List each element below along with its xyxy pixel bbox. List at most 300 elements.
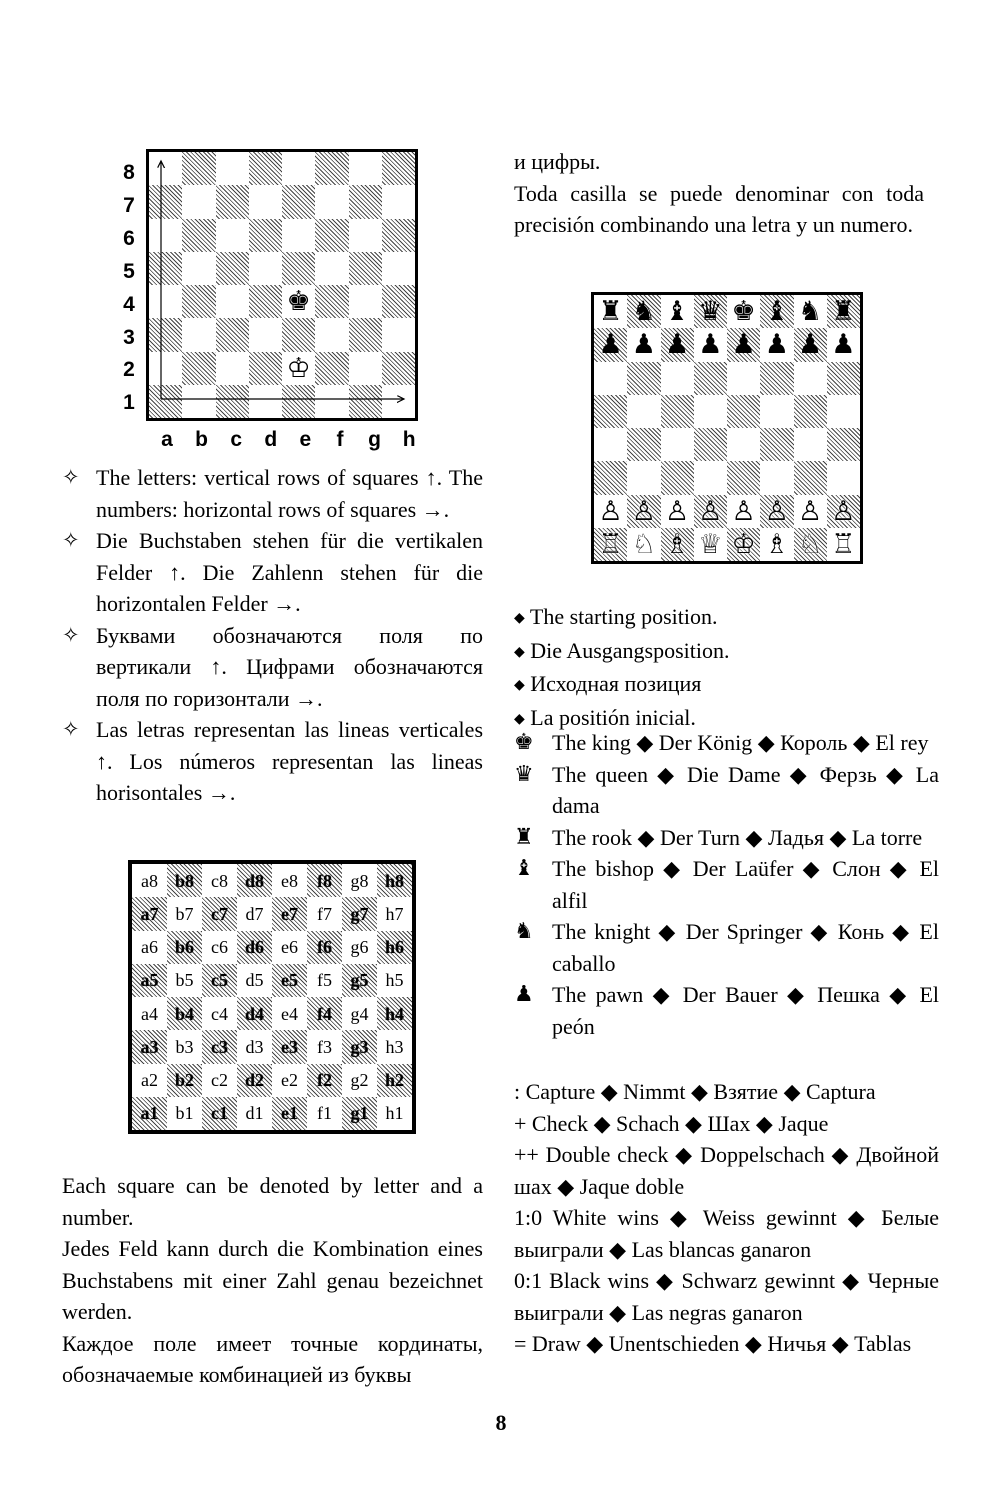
- square: [661, 495, 694, 528]
- black-piece: ♜: [831, 296, 856, 328]
- square: [827, 328, 860, 361]
- square-name: f6: [317, 937, 332, 958]
- square: [315, 385, 348, 418]
- white-piece: ♙: [598, 495, 623, 527]
- square: [282, 285, 315, 318]
- square: [694, 461, 727, 494]
- square-name: a4: [141, 1003, 158, 1024]
- piece-glossary: [514, 727, 939, 1042]
- white-piece: ♖: [598, 528, 623, 560]
- square: [202, 997, 237, 1030]
- square-name: c8: [211, 870, 228, 891]
- paragraph: Each square can be denoted by letter and a number.: [62, 1173, 483, 1230]
- square-name: a3: [140, 1036, 159, 1057]
- square: [315, 352, 348, 385]
- square: [794, 328, 827, 361]
- rank-label: 5: [123, 259, 135, 283]
- square: [377, 1030, 412, 1063]
- square: [307, 1097, 342, 1130]
- square: [182, 152, 215, 185]
- square: [307, 964, 342, 997]
- square: [216, 152, 249, 185]
- square-name: d6: [244, 937, 264, 958]
- square-name: e8: [281, 870, 298, 891]
- rook-icon: ♜: [514, 824, 534, 850]
- square: [794, 528, 827, 561]
- square: [272, 1097, 307, 1130]
- symbol-line: 1:0 White wins ◆ Weiss gewinnt ◆ Белые выиграли ◆ Las blancas ganaron: [514, 1205, 939, 1262]
- square: [377, 1097, 412, 1130]
- square: [167, 864, 202, 897]
- white-piece: ♘: [798, 528, 823, 560]
- star-marker-icon: ✧: [62, 622, 80, 647]
- square: [272, 964, 307, 997]
- coordinate-explanations: [62, 462, 483, 809]
- square: [827, 428, 860, 461]
- caption-line: [514, 668, 939, 702]
- square: [182, 385, 215, 418]
- square: [237, 931, 272, 964]
- black-piece: ♟: [598, 329, 623, 361]
- square-name: g8: [350, 870, 369, 891]
- square: [760, 461, 793, 494]
- square: [594, 461, 627, 494]
- square: [315, 219, 348, 252]
- square: [661, 395, 694, 428]
- square: [594, 295, 627, 328]
- square-name: e3: [281, 1036, 298, 1057]
- square: [149, 185, 182, 218]
- square-name: e5: [281, 970, 298, 991]
- caption-text: Исходная позиция: [530, 671, 702, 696]
- paragraph: Jedes Feld kann durch die Kombination eines Buchstabens mit einer Zahl genau bezeichnet werden.: [62, 1236, 483, 1324]
- square: [661, 528, 694, 561]
- black-piece: ♟: [831, 329, 856, 361]
- square: [594, 495, 627, 528]
- square: [182, 185, 215, 218]
- square: [760, 328, 793, 361]
- file-label: g: [368, 428, 381, 451]
- rank-label: 2: [123, 358, 135, 382]
- square: [182, 219, 215, 252]
- square: [282, 352, 315, 385]
- square: [594, 362, 627, 395]
- square: [307, 897, 342, 930]
- queen-icon: ♛: [514, 761, 534, 787]
- square: [237, 864, 272, 897]
- square: [661, 295, 694, 328]
- page-number: 8: [495, 1410, 507, 1435]
- square: [342, 1030, 377, 1063]
- square: [382, 152, 415, 185]
- square: [760, 362, 793, 395]
- black-king: ♚: [286, 286, 311, 318]
- black-piece: ♝: [764, 296, 789, 328]
- square: [282, 318, 315, 351]
- square: [382, 385, 415, 418]
- square: [249, 152, 282, 185]
- square: [249, 318, 282, 351]
- knight-icon: ♞: [514, 919, 534, 944]
- rank-label: 6: [123, 226, 135, 250]
- square-name: g2: [350, 1070, 369, 1091]
- square: [349, 185, 382, 218]
- square: [249, 219, 282, 252]
- square: [342, 931, 377, 964]
- black-piece: ♜: [598, 296, 623, 328]
- square-name: c5: [211, 970, 228, 991]
- glossary-item: [514, 822, 939, 854]
- explanation-item: [62, 620, 483, 715]
- rank-label: 7: [123, 193, 135, 217]
- square-name: a6: [141, 937, 158, 958]
- symbol-line: 0:1 Black wins ◆ Schwarz gewinnt ◆ Черные выиграли ◆ Las negras ganaron: [514, 1268, 939, 1325]
- square: [272, 897, 307, 930]
- starting-position-board: [591, 292, 863, 564]
- square: [827, 362, 860, 395]
- square-name: d2: [244, 1070, 264, 1091]
- square: [349, 252, 382, 285]
- square-name: a2: [141, 1070, 158, 1091]
- square-name: d1: [245, 1103, 264, 1124]
- square-name: h1: [385, 1103, 404, 1124]
- square-name: b3: [175, 1036, 194, 1057]
- glossary-item: [514, 979, 939, 1042]
- file-label: b: [195, 428, 208, 451]
- square: [149, 385, 182, 418]
- square: [627, 528, 660, 561]
- square: [661, 428, 694, 461]
- caption-line: [514, 635, 939, 669]
- square: [794, 461, 827, 494]
- white-king: ♔: [286, 352, 311, 384]
- square-name: c1: [211, 1103, 228, 1124]
- glossary-text: The bishop ◆ Der Laüfer ◆ Слон ◆ El alfil: [552, 856, 939, 913]
- file-label: c: [230, 428, 243, 451]
- square: [132, 1064, 167, 1097]
- explanation-text: Die Buchstaben stehen für die vertikalen Felder ↑. Die Zahlenn stehen für die horizontalen Felder →.: [96, 528, 483, 616]
- square-name: h2: [384, 1070, 404, 1091]
- white-piece: ♙: [665, 495, 690, 527]
- square-name: c7: [211, 903, 228, 924]
- square: [149, 285, 182, 318]
- square: [149, 318, 182, 351]
- white-piece: ♔: [731, 528, 756, 560]
- square: [760, 528, 793, 561]
- square: [727, 328, 760, 361]
- file-label: f: [336, 428, 344, 451]
- square: [661, 461, 694, 494]
- square: [349, 152, 382, 185]
- square: [627, 362, 660, 395]
- square: [377, 1064, 412, 1097]
- square: [132, 997, 167, 1030]
- square: [282, 152, 315, 185]
- coordinate-board: [146, 149, 418, 421]
- square: [594, 428, 627, 461]
- bullet-icon: ◆: [514, 643, 525, 660]
- square: [377, 931, 412, 964]
- square: [167, 1030, 202, 1063]
- glossary-item: [514, 727, 939, 759]
- explanation-text: The numbers: horizontal rows of squares →.: [96, 465, 483, 522]
- square: [727, 461, 760, 494]
- square: [307, 1064, 342, 1097]
- notation-text-continued: [514, 146, 924, 241]
- black-piece: ♟: [764, 329, 789, 361]
- square: [237, 1064, 272, 1097]
- square: [760, 395, 793, 428]
- square: [132, 864, 167, 897]
- square-name: c4: [211, 1003, 228, 1024]
- black-piece: ♟: [731, 329, 756, 361]
- square: [249, 352, 282, 385]
- square: [627, 461, 660, 494]
- square: [307, 931, 342, 964]
- square: [727, 428, 760, 461]
- square: [167, 964, 202, 997]
- symbol-line: : Capture ◆ Nimmt ◆ Взятие ◆ Captura: [514, 1079, 876, 1104]
- square-name: a8: [141, 870, 158, 891]
- square-name: f3: [317, 1036, 332, 1057]
- white-piece: ♙: [831, 495, 856, 527]
- rank-label: 1: [123, 391, 135, 415]
- square: [315, 318, 348, 351]
- square: [216, 185, 249, 218]
- white-piece: ♙: [764, 495, 789, 527]
- square: [167, 997, 202, 1030]
- symbol-line: + Check ◆ Schach ◆ Шах ◆ Jaque: [514, 1110, 829, 1136]
- square: [827, 495, 860, 528]
- square-name: e2: [281, 1070, 298, 1091]
- square: [627, 495, 660, 528]
- square: [661, 328, 694, 361]
- square-name: d5: [245, 970, 264, 991]
- square: [342, 864, 377, 897]
- square: [307, 864, 342, 897]
- square: [377, 864, 412, 897]
- square-name: c2: [211, 1070, 228, 1091]
- square-name: e6: [281, 937, 298, 958]
- square: [237, 964, 272, 997]
- square-name: f4: [317, 1003, 332, 1024]
- square: [377, 964, 412, 997]
- square-name: d8: [244, 870, 264, 891]
- square-name: a7: [140, 903, 159, 924]
- square: [827, 528, 860, 561]
- square: [202, 1030, 237, 1063]
- glossary-item: [514, 853, 939, 916]
- square: [315, 152, 348, 185]
- square: [202, 964, 237, 997]
- black-piece: ♛: [698, 296, 723, 328]
- square: [282, 385, 315, 418]
- square: [167, 1064, 202, 1097]
- square: [760, 428, 793, 461]
- square: [182, 318, 215, 351]
- square: [382, 252, 415, 285]
- square: [694, 428, 727, 461]
- bullet-icon: ◆: [514, 610, 525, 626]
- square: [132, 1097, 167, 1130]
- square-name: b6: [174, 937, 194, 958]
- black-piece: ♟: [698, 329, 723, 361]
- square: [315, 185, 348, 218]
- square-notation-text: [62, 1170, 483, 1391]
- explanation-item: [62, 525, 483, 620]
- square-name: g7: [350, 903, 369, 924]
- square: [594, 328, 627, 361]
- square: [627, 428, 660, 461]
- square: [760, 495, 793, 528]
- square: [694, 395, 727, 428]
- square-name: c3: [211, 1036, 228, 1057]
- white-piece: ♘: [631, 528, 656, 560]
- glossary-text: The king ◆ Der König ◆ Король ◆ El rey: [552, 730, 929, 755]
- square: [202, 1097, 237, 1130]
- square: [342, 997, 377, 1030]
- square: [382, 185, 415, 218]
- square: [594, 395, 627, 428]
- square: [249, 385, 282, 418]
- square-name: f8: [317, 870, 332, 891]
- square: [202, 1064, 237, 1097]
- square-name: b8: [174, 870, 194, 891]
- square: [272, 931, 307, 964]
- square: [216, 252, 249, 285]
- glossary-text: The pawn ◆ Der Bauer ◆ Пешка ◆ El peón: [552, 982, 939, 1039]
- caption-text: La positión inicial.: [530, 704, 696, 730]
- square-name: g5: [350, 970, 369, 991]
- rank-label: 4: [123, 292, 135, 316]
- caption-text: The starting position.: [529, 604, 718, 629]
- white-piece: ♖: [831, 528, 856, 560]
- star-marker-icon: ✧: [62, 717, 80, 741]
- square-name: d7: [245, 903, 264, 924]
- paragraph: Каждое поле имеет точные кординаты, обозначаемые комбинацией из буквы: [62, 1330, 483, 1387]
- square-name: h8: [384, 870, 404, 891]
- black-piece: ♟: [631, 329, 656, 361]
- white-piece: ♙: [798, 495, 823, 527]
- square-name: h4: [384, 1003, 404, 1024]
- bullet-icon: ◆: [514, 677, 525, 693]
- square: [216, 285, 249, 318]
- square-name: b7: [175, 903, 194, 924]
- square-name: e4: [281, 1003, 298, 1024]
- glossary-text: The queen ◆ Die Dame ◆ Ферзь ◆ La dama: [552, 761, 939, 818]
- square: [377, 997, 412, 1030]
- square: [315, 252, 348, 285]
- explanation-text: Буквами обозначаются поля по вертикали ↑. Цифрами обозначаются поля по горизонтали →.: [96, 622, 483, 711]
- glossary-item: [514, 916, 939, 979]
- square: [149, 152, 182, 185]
- glossary-item: [514, 759, 939, 822]
- paragraph: и цифры.: [514, 149, 601, 174]
- square-name: f2: [317, 1070, 332, 1091]
- square: [249, 285, 282, 318]
- black-piece: ♞: [631, 296, 656, 328]
- square: [182, 285, 215, 318]
- square: [237, 897, 272, 930]
- square: [307, 997, 342, 1030]
- square: [202, 864, 237, 897]
- square-name: b2: [174, 1070, 194, 1091]
- white-piece: ♕: [698, 528, 723, 560]
- square-name: g4: [350, 1003, 369, 1024]
- square: [827, 461, 860, 494]
- glossary-text: The rook ◆ Der Turn ◆ Ладья ◆ La torre: [552, 824, 923, 850]
- square-name: b5: [175, 970, 194, 991]
- square: [342, 897, 377, 930]
- square: [182, 252, 215, 285]
- square: [694, 295, 727, 328]
- square: [272, 997, 307, 1030]
- file-label: h: [402, 428, 416, 451]
- explanation-text: The letters: vertical rows of squares ↑.: [96, 465, 443, 490]
- square: [827, 295, 860, 328]
- square: [627, 295, 660, 328]
- square: [272, 1064, 307, 1097]
- white-piece: ♙: [698, 495, 723, 527]
- black-piece: ♞: [798, 296, 823, 328]
- black-piece: ♚: [731, 296, 756, 328]
- square: [237, 1097, 272, 1130]
- square: [349, 385, 382, 418]
- square: [307, 1030, 342, 1063]
- square: [342, 964, 377, 997]
- bishop-icon: ♝: [514, 856, 534, 881]
- square: [167, 1097, 202, 1130]
- square: [661, 362, 694, 395]
- black-piece: ♟: [798, 329, 823, 361]
- square: [727, 528, 760, 561]
- square: [694, 328, 727, 361]
- square: [272, 1030, 307, 1063]
- square: [132, 897, 167, 930]
- square: [216, 318, 249, 351]
- square: [132, 964, 167, 997]
- explanation-item: [62, 714, 483, 809]
- square: [627, 328, 660, 361]
- square-name: b4: [174, 1003, 194, 1024]
- square: [727, 295, 760, 328]
- caption-line: [514, 601, 939, 635]
- square: [382, 285, 415, 318]
- square: [167, 931, 202, 964]
- square: [382, 219, 415, 252]
- square: [760, 295, 793, 328]
- square-name: h5: [385, 970, 404, 991]
- square: [694, 495, 727, 528]
- square: [272, 864, 307, 897]
- square: [237, 997, 272, 1030]
- square-name: h7: [385, 903, 404, 924]
- black-piece: ♝: [665, 296, 690, 328]
- square: [694, 362, 727, 395]
- square: [594, 528, 627, 561]
- starting-position-caption: [514, 601, 939, 735]
- square-name: c6: [211, 937, 228, 958]
- rank-label: 3: [123, 325, 135, 349]
- square: [727, 495, 760, 528]
- square: [216, 219, 249, 252]
- square: [167, 897, 202, 930]
- square: [149, 352, 182, 385]
- square: [794, 395, 827, 428]
- caption-text: Die Ausgangsposition.: [530, 637, 730, 663]
- square-name: e1: [281, 1103, 298, 1124]
- square: [349, 352, 382, 385]
